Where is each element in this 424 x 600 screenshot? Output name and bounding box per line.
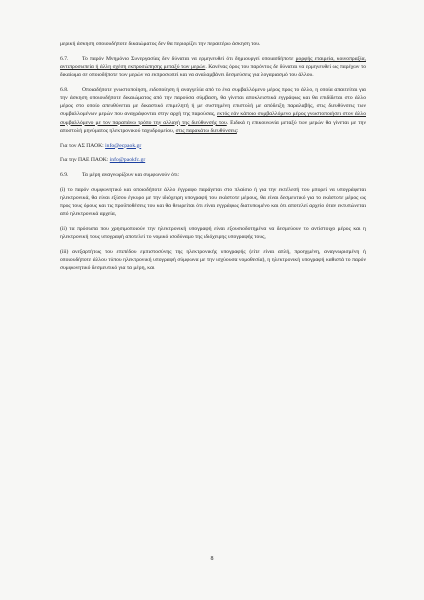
clause-underlined-text: μορφής εταιρεία, κοινοπραξία, αντιπροσωπεία ή άλλη σχέση εκπροσώπησης μεταξύ των μερών	[60, 55, 366, 70]
list-item-i	[60, 186, 366, 219]
list-item-text: (i) το παρόν συμφωνητικό και οποιοδήποτε άλλο έγγραφο παράγεται στο πλαίσιο ή για την εκτέλεσή του μπορεί να υπογράφεται ηλεκτρονικά, θα είναι εξίσου έγκυρο με την ιδιόχειρη υπογραφή του εκάστοτε μέρους, θα είναι δεσμευτικό για το εκάστοτε μέρος ως προς τους όρους και τις προϋποθέσεις του και θα θεωρείται ότι είναι εγγράφως διατυπωμένο και ότι αποτελεί αρχείο όταν εκτυπώνεται από ηλεκτρονικά αρχεία,	[60, 186, 366, 218]
clause-6-9	[60, 171, 366, 179]
clause-underlined-text: εκτός εάν κάποιο συμβαλλόμενο μέρος γνωστοποιήσει στον άλλο συμβαλλόμενο με τον παραπάνω τρόπο την αλλαγή της διεύθυνσής του	[60, 111, 366, 126]
document-body	[60, 40, 366, 279]
clause-6-7	[60, 55, 366, 80]
contact-label: Για τον ΑΣ ΠΑΟΚ:	[60, 142, 106, 149]
clause-text: . Ειδικά η επικοινωνία μεταξύ των μερών θα γίνεται με την αποστολή μηνύματος ηλεκτρονικού ταχυδρομείου,	[60, 119, 366, 134]
clause-number: 6.9.	[60, 171, 69, 178]
paragraph-continuation	[60, 40, 366, 48]
email-link-as-paok[interactable]: info@ecpaok.gr	[105, 142, 142, 149]
clause-text: Το παρόν Μνημόνιο Συνεργασίας δεν δύναται να ερμηνευθεί ότι δημιουργεί οποιασδήποτε	[82, 55, 296, 62]
clause-number: 6.7.	[60, 55, 69, 62]
contact-label: Για την ΠΑΕ ΠΑΟΚ:	[60, 157, 110, 164]
list-item-iii	[60, 248, 366, 273]
clause-text: :	[236, 127, 239, 134]
clause-6-8	[60, 86, 366, 135]
clause-text: Οποιαδήποτε γνωστοποίηση, ειδοποίηση ή αναγγελία από το ένα συμβαλλόμενο μέρος προς το άλλο, η οποία απαιτείται για την άσκηση οποιουδήποτε δικαιώματος από την παρούσα σύμβαση, θα γίνεται αποκλειστικά εγγράφως και θα επιδίδεται στο άλλο μέρος στο οποίο απευθύνεται με δικαστικό επιμελητή ή με συστημένη επιστολή με απόδειξη παραλαβής, στις διευθύνσεις των συμβαλλομένων μερών που αναγράφονται στην αρχή της παρούσας,	[60, 86, 366, 118]
list-item-text: (ii) τα πρόσωπα που χρησιμοποιούν την ηλεκτρονική υπογραφή είναι εξουσιοδοτημένα να δεσμεύουν το αντίστοιχο μέρος και η ηλεκτρονική τους υπογραφή αποτελεί το νομικό ισοδύναμο της ιδιόχειρης υπογραφής τους,	[60, 225, 366, 241]
contact-pae-paok	[60, 156, 366, 164]
list-item-text: (iii) ανεξαρτήτως του επιπέδου εμπιστοσύνης της ηλεκτρονικής υπογραφής (είτε είναι απλή, προηγμένη, αναγνωρισμένη ή οποιουδήποτε άλλου τύπου ηλεκτρονική υπογραφή σύμφωνα με την ισχύουσα νομοθεσία), η ηλεκτρονική υπογραφή καθιστά το παρόν συμφωνητικό δεσμευτικό για τα μέρη, και	[60, 248, 366, 272]
list-item-ii	[60, 225, 366, 241]
paragraph-continuation-text: μερική άσκηση οποιουδήποτε δικαιώματος δεν θα περιορίζει την περαιτέρω άσκηση του.	[60, 41, 261, 47]
clause-underlined-text: στις παρακάτω διευθύνσεις	[175, 127, 237, 134]
email-link-pae-paok[interactable]: info@paokfc.gr	[109, 157, 146, 164]
contact-as-paok	[60, 142, 366, 150]
clause-text: . Κανένας όρος του παρόντος δε δύναται να ερμηνευθεί ως παρέχων το δικαίωμα σε οποιοδήποτε των μερών να εκπροσωπεί και να αναλαμβάνει δεσμεύσεις για λογαριασμό του άλλου.	[60, 63, 366, 79]
clause-number: 6.8.	[60, 86, 69, 93]
page-number: 8	[210, 556, 214, 562]
clause-text: Τα μέρη αναγνωρίζουν και συμφωνούν ότι:	[82, 171, 180, 178]
